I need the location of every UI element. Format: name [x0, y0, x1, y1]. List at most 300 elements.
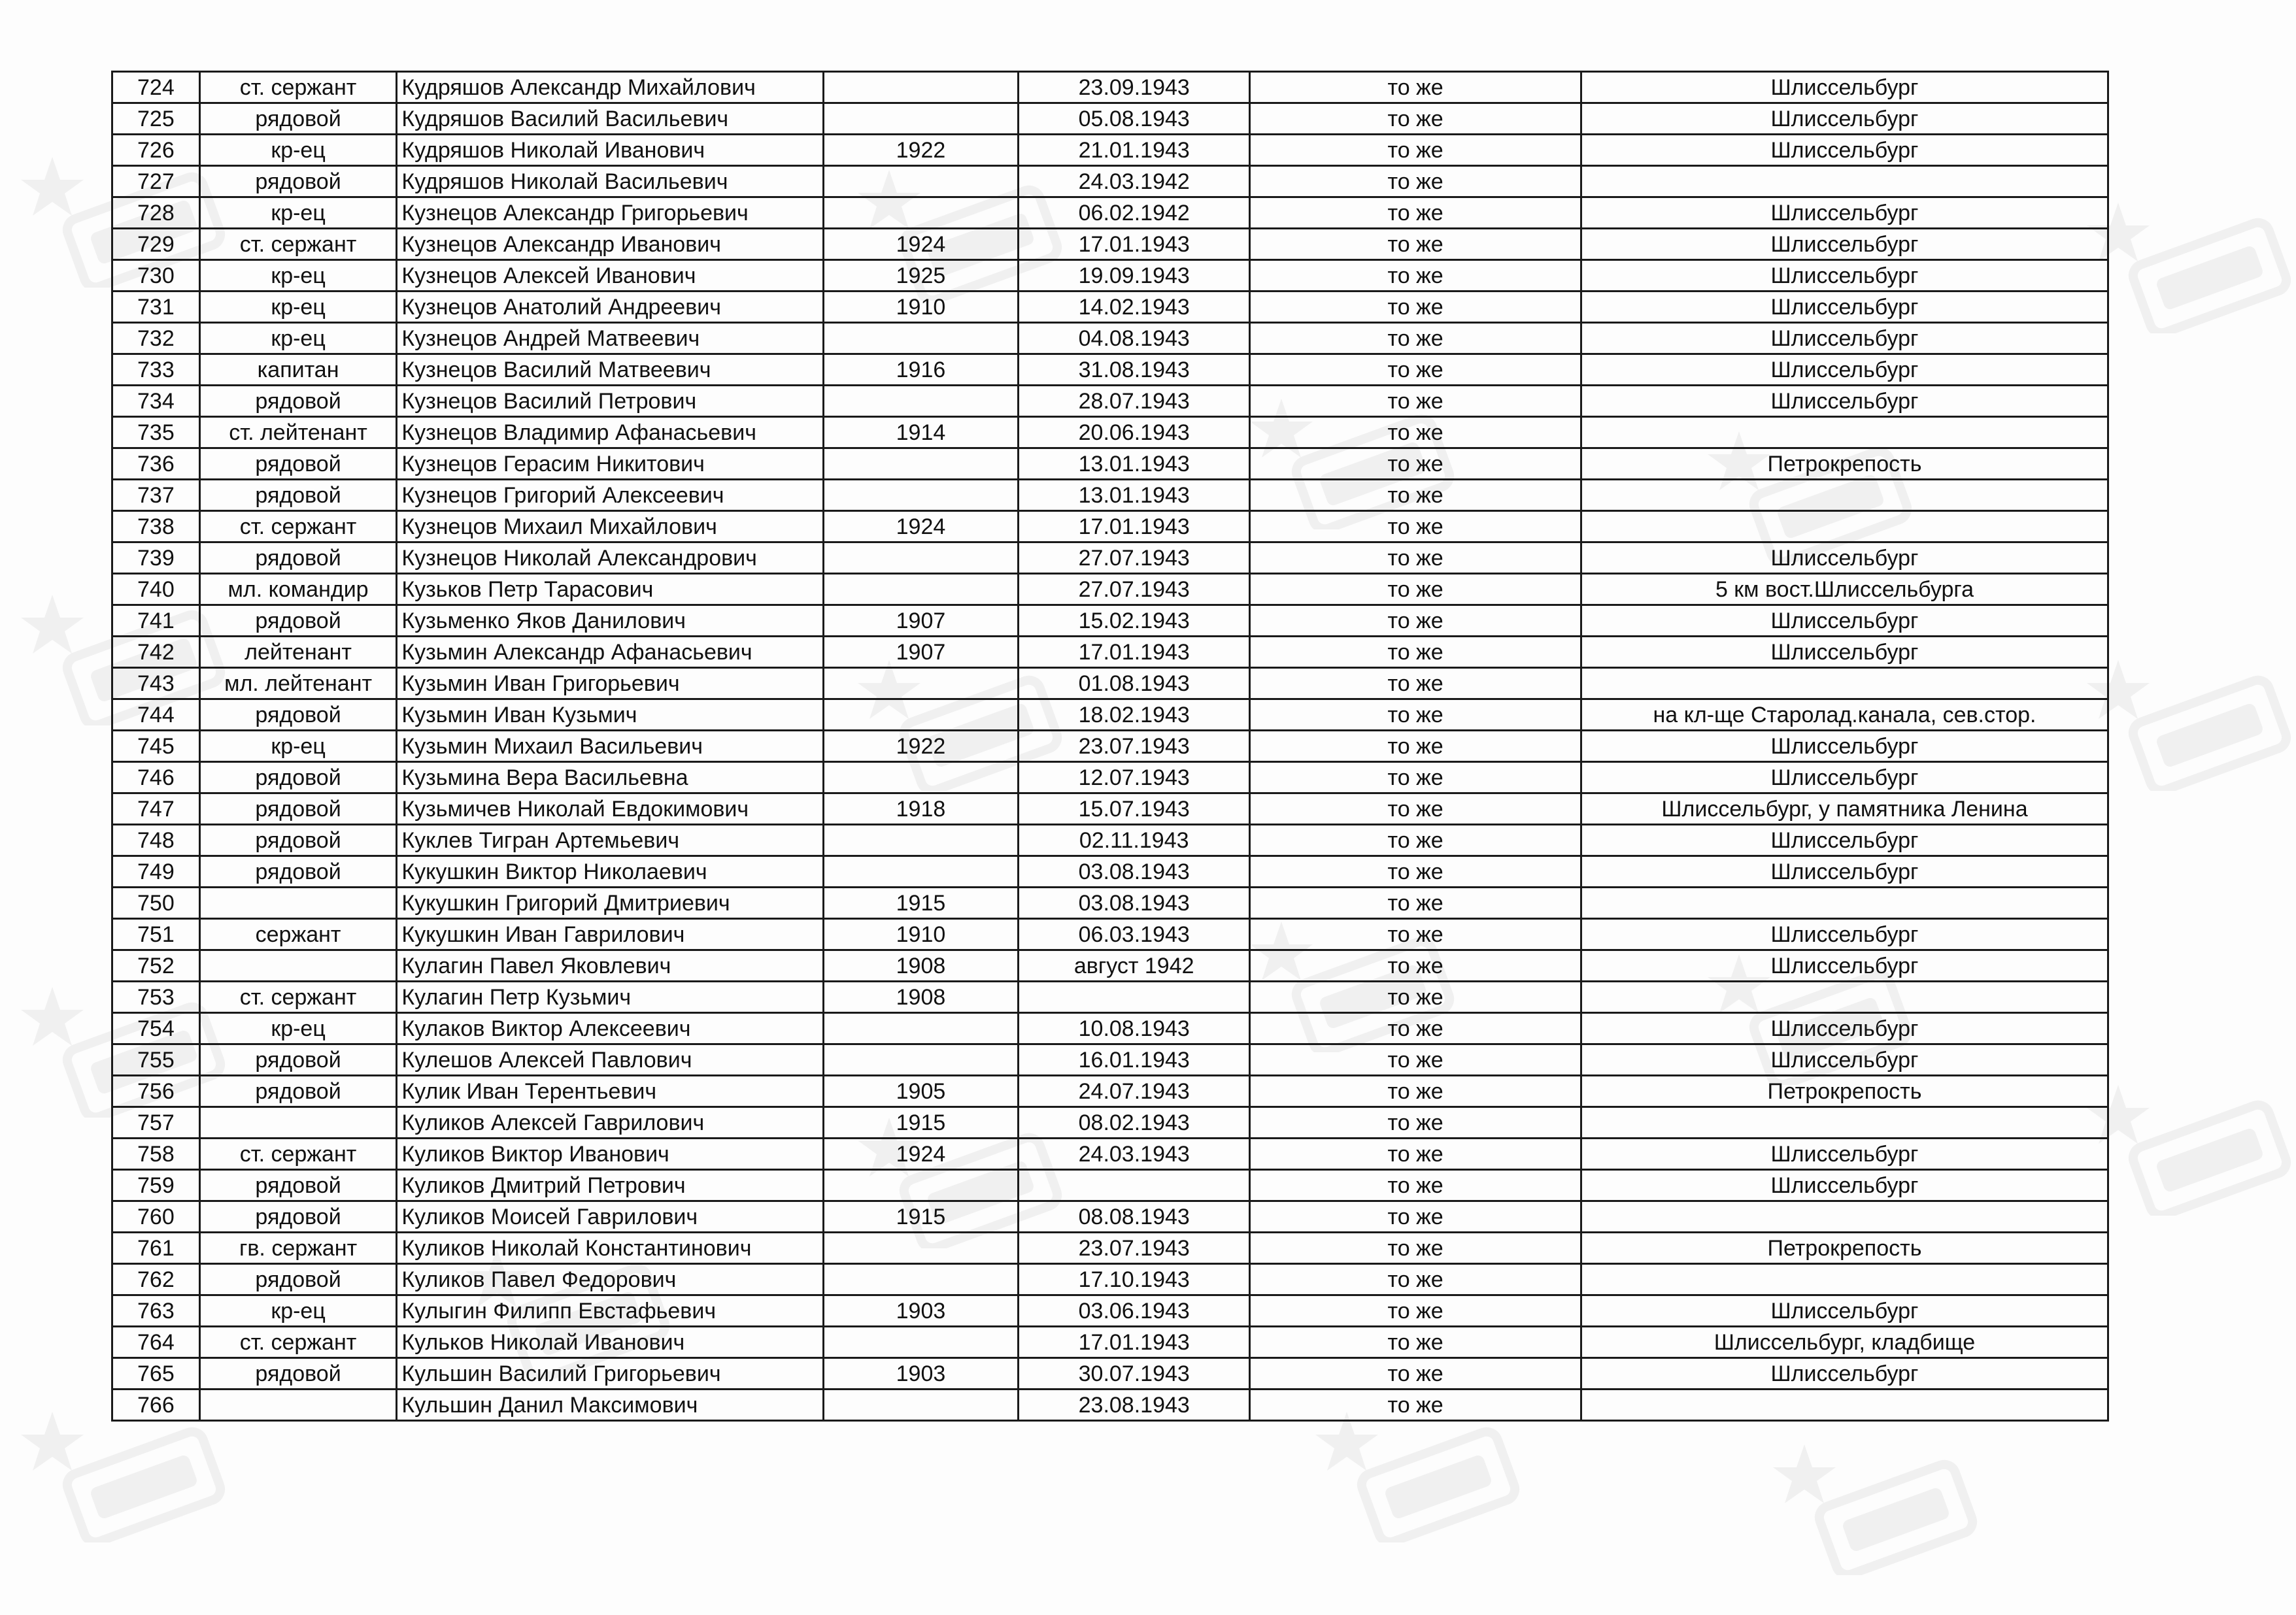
record-number-cell: 741: [112, 605, 200, 637]
table-row: [112, 197, 2108, 229]
military-rank-cell: гв. сержант: [199, 1233, 397, 1264]
table-row: [112, 699, 2108, 731]
burial-place-cell: [1581, 888, 2108, 919]
military-rank-cell: рядовой: [199, 1076, 397, 1107]
table-row: [112, 1076, 2108, 1107]
table-row: [112, 1170, 2108, 1201]
status-note-cell: то же: [1250, 1201, 1581, 1233]
death-date-cell: 03.06.1943: [1019, 1295, 1250, 1327]
record-number-cell: 735: [112, 417, 200, 448]
death-date-cell: 24.03.1942: [1019, 166, 1250, 197]
burial-place-cell: Шлиссельбург: [1581, 386, 2108, 417]
full-name-cell: Кузнецов Андрей Матвеевич: [397, 323, 823, 354]
table-row: [112, 1107, 2108, 1139]
birth-year-cell: 1918: [823, 793, 1018, 825]
full-name-cell: Куликов Николай Константинович: [397, 1233, 823, 1264]
birth-year-cell: [823, 825, 1018, 856]
status-note-cell: то же: [1250, 762, 1581, 793]
burial-place-cell: [1581, 166, 2108, 197]
birth-year-cell: 1905: [823, 1076, 1018, 1107]
full-name-cell: Кузнецов Григорий Алексеевич: [397, 480, 823, 511]
full-name-cell: Кузнецов Алексей Иванович: [397, 260, 823, 291]
birth-year-cell: 1903: [823, 1358, 1018, 1390]
death-date-cell: 20.06.1943: [1019, 417, 1250, 448]
military-rank-cell: рядовой: [199, 793, 397, 825]
death-date-cell: 17.01.1943: [1019, 229, 1250, 260]
table-row: [112, 825, 2108, 856]
status-note-cell: то же: [1250, 950, 1581, 982]
table-row: [112, 605, 2108, 637]
table-row: [112, 1201, 2108, 1233]
birth-year-cell: [823, 574, 1018, 605]
birth-year-cell: [823, 1264, 1018, 1295]
military-rank-cell: мл. командир: [199, 574, 397, 605]
status-note-cell: то же: [1250, 323, 1581, 354]
full-name-cell: Куликов Дмитрий Петрович: [397, 1170, 823, 1201]
table-row: [112, 260, 2108, 291]
full-name-cell: Кузнецов Василий Матвеевич: [397, 354, 823, 386]
table-row: [112, 888, 2108, 919]
record-number-cell: 749: [112, 856, 200, 888]
record-number-cell: 731: [112, 291, 200, 323]
star-emblem-watermark-icon: [1308, 1405, 1523, 1542]
burial-place-cell: Шлиссельбург: [1581, 731, 2108, 762]
death-date-cell: 21.01.1943: [1019, 135, 1250, 166]
burial-place-cell: Шлиссельбург: [1581, 856, 2108, 888]
burial-place-cell: [1581, 511, 2108, 542]
military-rank-cell: ст. лейтенант: [199, 417, 397, 448]
burial-place-cell: на кл-ще Старолад.канала, сев.стор.: [1581, 699, 2108, 731]
status-note-cell: то же: [1250, 1327, 1581, 1358]
birth-year-cell: 1924: [823, 229, 1018, 260]
death-date-cell: 27.07.1943: [1019, 542, 1250, 574]
burial-place-cell: Шлиссельбург: [1581, 1013, 2108, 1044]
record-number-cell: 753: [112, 982, 200, 1013]
military-rank-cell: рядовой: [199, 1201, 397, 1233]
table-row: [112, 135, 2108, 166]
military-rank-cell: мл. лейтенант: [199, 668, 397, 699]
table-row: [112, 1139, 2108, 1170]
table-row: [112, 762, 2108, 793]
record-number-cell: 733: [112, 354, 200, 386]
record-number-cell: 750: [112, 888, 200, 919]
record-number-cell: 739: [112, 542, 200, 574]
burial-place-cell: Шлиссельбург: [1581, 950, 2108, 982]
military-rank-cell: рядовой: [199, 386, 397, 417]
birth-year-cell: [823, 668, 1018, 699]
status-note-cell: то же: [1250, 260, 1581, 291]
death-date-cell: 01.08.1943: [1019, 668, 1250, 699]
military-rank-cell: рядовой: [199, 1264, 397, 1295]
status-note-cell: то же: [1250, 1264, 1581, 1295]
full-name-cell: Кузнецов Александр Иванович: [397, 229, 823, 260]
record-number-cell: 730: [112, 260, 200, 291]
military-rank-cell: рядовой: [199, 103, 397, 135]
status-note-cell: то же: [1250, 135, 1581, 166]
burial-place-cell: Шлиссельбург: [1581, 135, 2108, 166]
table-row: [112, 1233, 2108, 1264]
death-date-cell: 15.02.1943: [1019, 605, 1250, 637]
status-note-cell: то же: [1250, 417, 1581, 448]
birth-year-cell: [823, 166, 1018, 197]
death-date-cell: 31.08.1943: [1019, 354, 1250, 386]
record-number-cell: 747: [112, 793, 200, 825]
star-emblem-watermark-icon: [13, 1405, 229, 1542]
birth-year-cell: 1915: [823, 1107, 1018, 1139]
military-rank-cell: кр-ец: [199, 731, 397, 762]
burial-place-cell: Шлиссельбург: [1581, 229, 2108, 260]
burial-place-cell: Шлиссельбург: [1581, 323, 2108, 354]
burial-place-cell: 5 км вост.Шлиссельбурга: [1581, 574, 2108, 605]
record-number-cell: 765: [112, 1358, 200, 1390]
death-date-cell: 23.09.1943: [1019, 72, 1250, 103]
burial-place-cell: Шлиссельбург: [1581, 1295, 2108, 1327]
birth-year-cell: [823, 1233, 1018, 1264]
birth-year-cell: [823, 197, 1018, 229]
status-note-cell: то же: [1250, 197, 1581, 229]
military-rank-cell: капитан: [199, 354, 397, 386]
full-name-cell: Куликов Виктор Иванович: [397, 1139, 823, 1170]
status-note-cell: то же: [1250, 72, 1581, 103]
table-row: [112, 637, 2108, 668]
table-row: [112, 1264, 2108, 1295]
birth-year-cell: 1916: [823, 354, 1018, 386]
military-rank-cell: рядовой: [199, 1358, 397, 1390]
table-row: [112, 856, 2108, 888]
burial-place-cell: Шлиссельбург, кладбище: [1581, 1327, 2108, 1358]
birth-year-cell: 1903: [823, 1295, 1018, 1327]
record-number-cell: 757: [112, 1107, 200, 1139]
military-rank-cell: лейтенант: [199, 637, 397, 668]
full-name-cell: Кулыгин Филипп Евстафьевич: [397, 1295, 823, 1327]
status-note-cell: то же: [1250, 103, 1581, 135]
full-name-cell: Кудряшов Николай Васильевич: [397, 166, 823, 197]
status-note-cell: то же: [1250, 825, 1581, 856]
status-note-cell: то же: [1250, 668, 1581, 699]
status-note-cell: то же: [1250, 793, 1581, 825]
status-note-cell: то же: [1250, 291, 1581, 323]
table-row: [112, 1358, 2108, 1390]
status-note-cell: то же: [1250, 731, 1581, 762]
death-date-cell: 17.10.1943: [1019, 1264, 1250, 1295]
military-rank-cell: ст. сержант: [199, 1327, 397, 1358]
death-date-cell: 16.01.1943: [1019, 1044, 1250, 1076]
table-row: [112, 72, 2108, 103]
death-date-cell: 24.03.1943: [1019, 1139, 1250, 1170]
record-number-cell: 728: [112, 197, 200, 229]
military-rank-cell: кр-ец: [199, 1013, 397, 1044]
military-rank-cell: кр-ец: [199, 197, 397, 229]
military-rank-cell: кр-ец: [199, 291, 397, 323]
star-emblem-watermark-icon: [2079, 654, 2295, 791]
table-row: [112, 1327, 2108, 1358]
record-number-cell: 742: [112, 637, 200, 668]
birth-year-cell: [823, 1044, 1018, 1076]
full-name-cell: Кулик Иван Терентьевич: [397, 1076, 823, 1107]
record-number-cell: 746: [112, 762, 200, 793]
record-number-cell: 761: [112, 1233, 200, 1264]
military-rank-cell: [199, 950, 397, 982]
death-date-cell: август 1942: [1019, 950, 1250, 982]
full-name-cell: Кузьмичев Николай Евдокимович: [397, 793, 823, 825]
record-number-cell: 724: [112, 72, 200, 103]
military-rank-cell: рядовой: [199, 1170, 397, 1201]
status-note-cell: то же: [1250, 511, 1581, 542]
record-number-cell: 738: [112, 511, 200, 542]
register-rows: [112, 72, 2108, 1421]
military-rank-cell: кр-ец: [199, 260, 397, 291]
record-number-cell: 729: [112, 229, 200, 260]
birth-year-cell: [823, 762, 1018, 793]
burial-place-cell: Шлиссельбург: [1581, 919, 2108, 950]
military-rank-cell: рядовой: [199, 166, 397, 197]
birth-year-cell: 1910: [823, 919, 1018, 950]
military-rank-cell: [199, 1107, 397, 1139]
record-number-cell: 744: [112, 699, 200, 731]
table-row: [112, 229, 2108, 260]
death-date-cell: 30.07.1943: [1019, 1358, 1250, 1390]
full-name-cell: Кулагин Павел Яковлевич: [397, 950, 823, 982]
full-name-cell: Кузьменко Яков Данилович: [397, 605, 823, 637]
birth-year-cell: 1908: [823, 982, 1018, 1013]
full-name-cell: Кузнецов Анатолий Андреевич: [397, 291, 823, 323]
burial-place-cell: Шлиссельбург: [1581, 197, 2108, 229]
full-name-cell: Кузнецов Николай Александрович: [397, 542, 823, 574]
status-note-cell: то же: [1250, 229, 1581, 260]
burial-place-cell: Шлиссельбург: [1581, 354, 2108, 386]
record-number-cell: 755: [112, 1044, 200, 1076]
record-number-cell: 766: [112, 1390, 200, 1421]
burial-place-cell: Шлиссельбург: [1581, 605, 2108, 637]
military-rank-cell: рядовой: [199, 1044, 397, 1076]
military-rank-cell: ст. сержант: [199, 72, 397, 103]
death-date-cell: 23.07.1943: [1019, 1233, 1250, 1264]
death-date-cell: 03.08.1943: [1019, 856, 1250, 888]
status-note-cell: то же: [1250, 919, 1581, 950]
full-name-cell: Кульшин Данил Максимович: [397, 1390, 823, 1421]
military-rank-cell: рядовой: [199, 480, 397, 511]
death-date-cell: 27.07.1943: [1019, 574, 1250, 605]
military-rank-cell: рядовой: [199, 856, 397, 888]
death-date-cell: 08.02.1943: [1019, 1107, 1250, 1139]
birth-year-cell: [823, 856, 1018, 888]
status-note-cell: то же: [1250, 574, 1581, 605]
military-rank-cell: сержант: [199, 919, 397, 950]
death-date-cell: 02.11.1943: [1019, 825, 1250, 856]
full-name-cell: Кузнецов Владимир Афанасьевич: [397, 417, 823, 448]
military-rank-cell: ст. сержант: [199, 229, 397, 260]
status-note-cell: то же: [1250, 1295, 1581, 1327]
military-rank-cell: кр-ец: [199, 135, 397, 166]
table-row: [112, 1390, 2108, 1421]
status-note-cell: то же: [1250, 542, 1581, 574]
birth-year-cell: 1915: [823, 888, 1018, 919]
full-name-cell: Куликов Павел Федорович: [397, 1264, 823, 1295]
burial-place-cell: Петрокрепость: [1581, 1233, 2108, 1264]
full-name-cell: Куклев Тигран Артемьевич: [397, 825, 823, 856]
full-name-cell: Кудряшов Василий Васильевич: [397, 103, 823, 135]
full-name-cell: Кузьмин Александр Афанасьевич: [397, 637, 823, 668]
birth-year-cell: 1924: [823, 1139, 1018, 1170]
table-row: [112, 542, 2108, 574]
birth-year-cell: [823, 72, 1018, 103]
burial-place-cell: [1581, 480, 2108, 511]
military-rank-cell: ст. сержант: [199, 511, 397, 542]
table-row: [112, 1044, 2108, 1076]
military-rank-cell: рядовой: [199, 448, 397, 480]
birth-year-cell: [823, 386, 1018, 417]
full-name-cell: Кузнецов Александр Григорьевич: [397, 197, 823, 229]
star-emblem-watermark-icon: [2079, 1078, 2295, 1216]
status-note-cell: то же: [1250, 982, 1581, 1013]
full-name-cell: Кукушкин Виктор Николаевич: [397, 856, 823, 888]
table-row: [112, 950, 2108, 982]
full-name-cell: Кульков Николай Иванович: [397, 1327, 823, 1358]
death-date-cell: 18.02.1943: [1019, 699, 1250, 731]
full-name-cell: Куликов Алексей Гаврилович: [397, 1107, 823, 1139]
table-row: [112, 1013, 2108, 1044]
death-date-cell: 24.07.1943: [1019, 1076, 1250, 1107]
full-name-cell: Кузнецов Герасим Никитович: [397, 448, 823, 480]
birth-year-cell: 1924: [823, 511, 1018, 542]
birth-year-cell: 1922: [823, 135, 1018, 166]
table-row: [112, 323, 2108, 354]
death-date-cell: [1019, 1170, 1250, 1201]
burial-place-cell: Шлиссельбург: [1581, 1170, 2108, 1201]
burial-place-cell: [1581, 417, 2108, 448]
status-note-cell: то же: [1250, 1170, 1581, 1201]
burial-place-cell: Шлиссельбург: [1581, 825, 2108, 856]
status-note-cell: то же: [1250, 1013, 1581, 1044]
birth-year-cell: [823, 1327, 1018, 1358]
burial-place-cell: Шлиссельбург: [1581, 1358, 2108, 1390]
record-number-cell: 759: [112, 1170, 200, 1201]
full-name-cell: Кудряшов Александр Михайлович: [397, 72, 823, 103]
military-rank-cell: [199, 888, 397, 919]
full-name-cell: Куликов Моисей Гаврилович: [397, 1201, 823, 1233]
record-number-cell: 762: [112, 1264, 200, 1295]
military-rank-cell: ст. сержант: [199, 1139, 397, 1170]
birth-year-cell: [823, 1013, 1018, 1044]
full-name-cell: Кулагин Петр Кузьмич: [397, 982, 823, 1013]
table-row: [112, 731, 2108, 762]
burial-place-cell: [1581, 1107, 2108, 1139]
status-note-cell: то же: [1250, 1139, 1581, 1170]
death-date-cell: 10.08.1943: [1019, 1013, 1250, 1044]
full-name-cell: Кузьмин Иван Кузьмич: [397, 699, 823, 731]
table-row: [112, 166, 2108, 197]
table-row: [112, 511, 2108, 542]
table-row: [112, 291, 2108, 323]
full-name-cell: Кузьмин Михаил Васильевич: [397, 731, 823, 762]
status-note-cell: то же: [1250, 480, 1581, 511]
table-row: [112, 574, 2108, 605]
status-note-cell: то же: [1250, 637, 1581, 668]
burial-place-cell: [1581, 668, 2108, 699]
table-row: [112, 982, 2108, 1013]
burial-place-cell: Шлиссельбург, у памятника Ленина: [1581, 793, 2108, 825]
table-row: [112, 919, 2108, 950]
death-date-cell: 03.08.1943: [1019, 888, 1250, 919]
death-date-cell: 17.01.1943: [1019, 1327, 1250, 1358]
military-rank-cell: ст. сержант: [199, 982, 397, 1013]
death-date-cell: 19.09.1943: [1019, 260, 1250, 291]
burial-place-cell: [1581, 1264, 2108, 1295]
table-row: [112, 448, 2108, 480]
star-emblem-watermark-icon: [1765, 1438, 1981, 1575]
burial-place-cell: Шлиссельбург: [1581, 260, 2108, 291]
military-rank-cell: рядовой: [199, 699, 397, 731]
status-note-cell: то же: [1250, 1076, 1581, 1107]
table-row: [112, 103, 2108, 135]
burial-place-cell: Шлиссельбург: [1581, 1044, 2108, 1076]
record-number-cell: 726: [112, 135, 200, 166]
status-note-cell: то же: [1250, 888, 1581, 919]
status-note-cell: то же: [1250, 1044, 1581, 1076]
status-note-cell: то же: [1250, 1390, 1581, 1421]
military-rank-cell: рядовой: [199, 542, 397, 574]
birth-year-cell: 1907: [823, 637, 1018, 668]
record-number-cell: 736: [112, 448, 200, 480]
burial-place-cell: [1581, 1390, 2108, 1421]
military-rank-cell: [199, 1390, 397, 1421]
death-date-cell: 17.01.1943: [1019, 637, 1250, 668]
record-number-cell: 732: [112, 323, 200, 354]
birth-year-cell: [823, 323, 1018, 354]
burial-place-cell: Петрокрепость: [1581, 448, 2108, 480]
full-name-cell: Кузьмин Иван Григорьевич: [397, 668, 823, 699]
burial-place-cell: Петрокрепость: [1581, 1076, 2108, 1107]
full-name-cell: Кукушкин Григорий Дмитриевич: [397, 888, 823, 919]
burial-register-table: [111, 71, 2109, 1422]
death-date-cell: [1019, 982, 1250, 1013]
birth-year-cell: 1908: [823, 950, 1018, 982]
table-row: [112, 417, 2108, 448]
record-number-cell: 752: [112, 950, 200, 982]
status-note-cell: то же: [1250, 1107, 1581, 1139]
death-date-cell: 06.03.1943: [1019, 919, 1250, 950]
record-number-cell: 760: [112, 1201, 200, 1233]
birth-year-cell: [823, 448, 1018, 480]
military-rank-cell: рядовой: [199, 825, 397, 856]
burial-place-cell: Шлиссельбург: [1581, 72, 2108, 103]
birth-year-cell: [823, 542, 1018, 574]
record-number-cell: 764: [112, 1327, 200, 1358]
status-note-cell: то же: [1250, 166, 1581, 197]
record-number-cell: 748: [112, 825, 200, 856]
burial-place-cell: Шлиссельбург: [1581, 762, 2108, 793]
table-row: [112, 668, 2108, 699]
death-date-cell: 05.08.1943: [1019, 103, 1250, 135]
burial-place-cell: Шлиссельбург: [1581, 103, 2108, 135]
full-name-cell: Кулаков Виктор Алексеевич: [397, 1013, 823, 1044]
status-note-cell: то же: [1250, 1233, 1581, 1264]
death-date-cell: 12.07.1943: [1019, 762, 1250, 793]
birth-year-cell: 1925: [823, 260, 1018, 291]
death-date-cell: 23.07.1943: [1019, 731, 1250, 762]
birth-year-cell: [823, 1390, 1018, 1421]
death-date-cell: 28.07.1943: [1019, 386, 1250, 417]
burial-place-cell: [1581, 1201, 2108, 1233]
full-name-cell: Кузьмина Вера Васильевна: [397, 762, 823, 793]
death-date-cell: 15.07.1943: [1019, 793, 1250, 825]
full-name-cell: Кузнецов Василий Петрович: [397, 386, 823, 417]
military-rank-cell: рядовой: [199, 762, 397, 793]
full-name-cell: Кузнецов Михаил Михайлович: [397, 511, 823, 542]
record-number-cell: 745: [112, 731, 200, 762]
table-row: [112, 1295, 2108, 1327]
table-row: [112, 386, 2108, 417]
